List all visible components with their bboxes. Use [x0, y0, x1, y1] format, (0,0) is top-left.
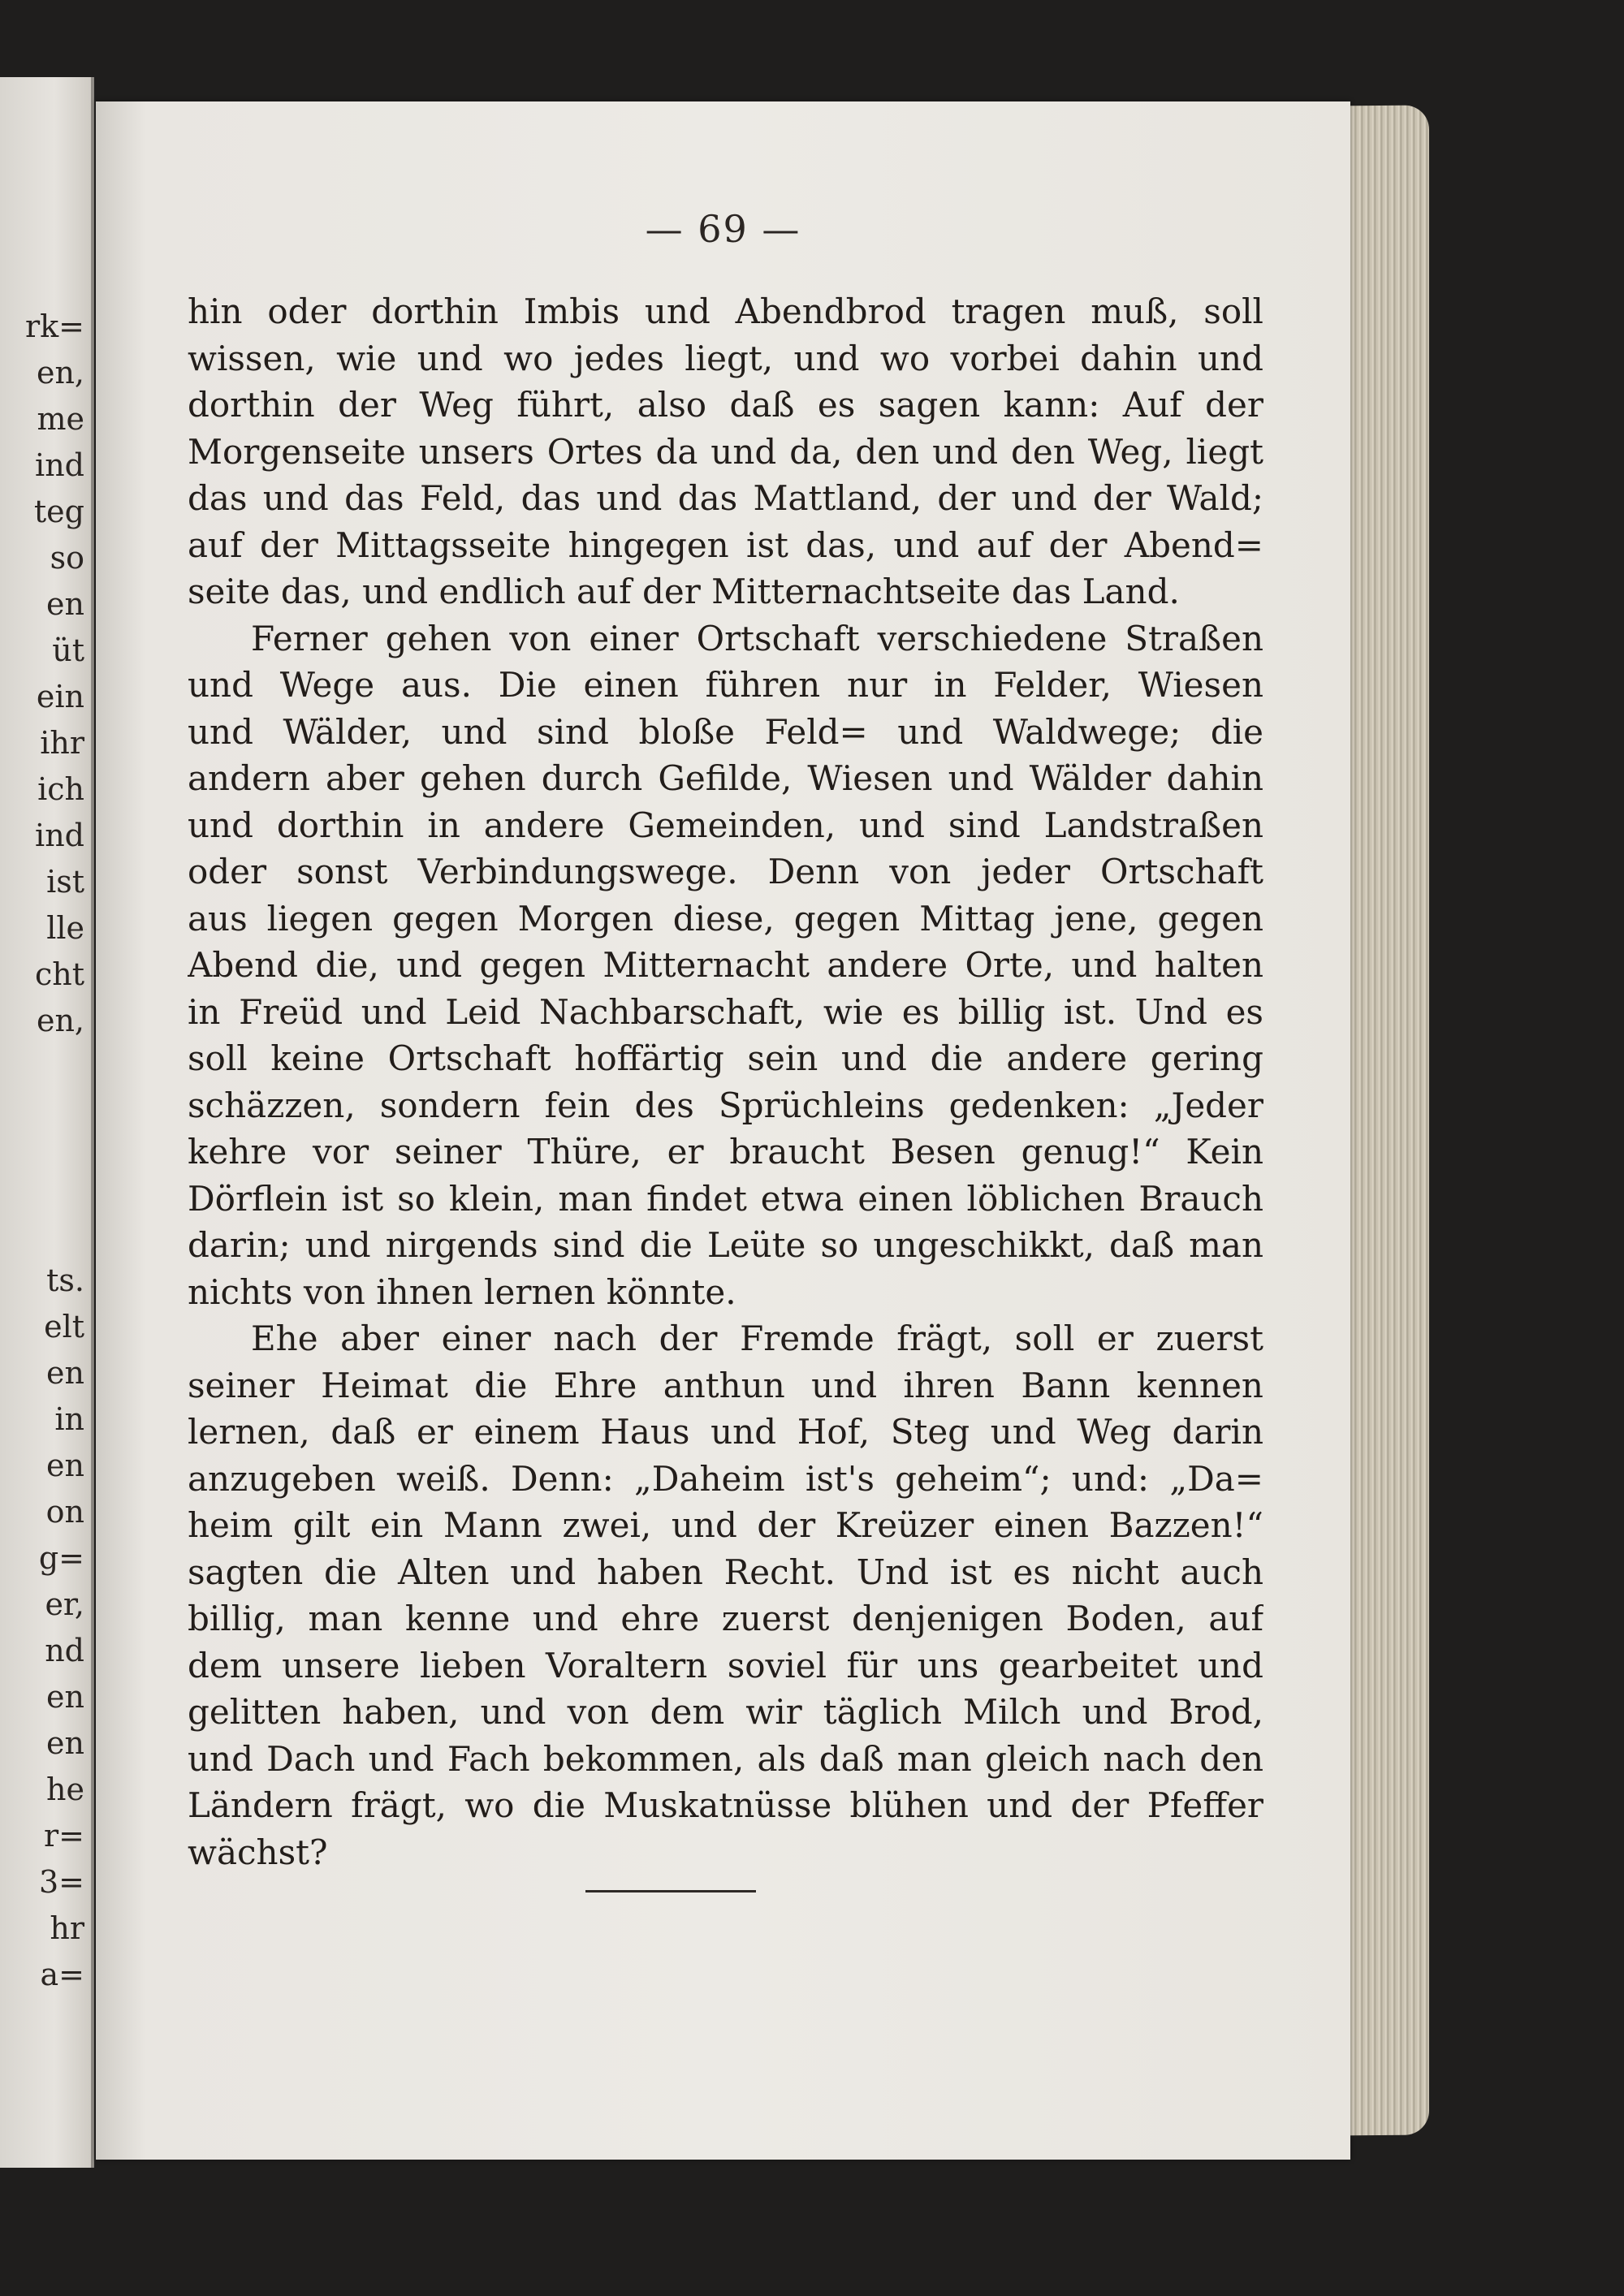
left-page-fragment: en: [46, 1725, 84, 1761]
text-line: und Wälder, und sind bloße Feld= und Waldwege; die: [188, 711, 1263, 752]
text-line: andern aber gehen durch Gefilde, Wiesen und Wälder dahin: [188, 758, 1263, 798]
text-line: nichts von ihnen lernen könnte.: [188, 1271, 736, 1312]
left-page-fragment: ihr: [40, 725, 84, 761]
left-page-fragment: 3=: [38, 1864, 84, 1900]
left-page-fragment: me: [37, 401, 84, 437]
left-page-fragment: üt: [52, 632, 84, 668]
left-page-fragment: nd: [45, 1633, 84, 1668]
left-page-fragment: elt: [44, 1309, 84, 1344]
text-line: heim gilt ein Mann zwei, und der Kreüzer einen Bazzen!“: [188, 1505, 1263, 1545]
left-page-fragment: ich: [37, 771, 84, 807]
text-line: dorthin der Weg führt, also daß es sagen kann: Auf der: [188, 385, 1263, 425]
text-line: Ferner gehen von einer Ortschaft verschiedene Straßen: [251, 618, 1263, 658]
left-page-fragment: ist: [46, 864, 84, 900]
text-line: Ehe aber einer nach der Fremde frägt, soll er zuerst: [251, 1318, 1263, 1358]
left-page-fragment: en: [46, 586, 84, 622]
text-line: wächst?: [188, 1832, 328, 1872]
text-line: auf der Mittagsseite hingegen ist das, und auf der Abend=: [188, 524, 1263, 565]
left-page-fragment: ein: [36, 679, 84, 714]
left-page-fragment: cht: [34, 956, 84, 992]
left-page-fragment: r=: [43, 1818, 84, 1854]
text-line: schäzzen, sondern fein des Sprüchleins gedenken: „Jeder: [188, 1085, 1263, 1125]
text-line: sagten die Alten und haben Recht. Und ist es nicht auch: [188, 1552, 1263, 1592]
text-line: soll keine Ortschaft hoffärtig sein und die andere gering: [188, 1038, 1263, 1078]
text-line: und dorthin in andere Gemeinden, und sind Landstraßen: [188, 805, 1263, 845]
left-page-fragment: teg: [33, 494, 84, 529]
left-page-fragment: ts.: [46, 1262, 84, 1298]
text-line: Dörflein ist so klein, man findet etwa einen löblichen Brauch: [188, 1178, 1263, 1219]
left-page-fragment: in: [54, 1401, 84, 1437]
text-line: anzugeben weiß. Denn: „Daheim ist's geheim“; und: „Da=: [188, 1458, 1263, 1499]
text-line: und Dach und Fach bekommen, als daß man gleich nach den: [188, 1738, 1263, 1779]
page-number: — 69 —: [645, 207, 801, 251]
left-page-fragment: on: [45, 1494, 84, 1530]
left-page-fragment: en: [46, 1679, 84, 1715]
text-line: Ländern frägt, wo die Muskatnüsse blühen und der Pfeffer: [188, 1785, 1263, 1825]
paragraph: [188, 288, 1263, 615]
text-line: aus liegen gegen Morgen diese, gegen Mittag jene, gegen: [188, 898, 1263, 939]
left-page-edge: [0, 77, 94, 2168]
text-line: gelitten haben, und von dem wir täglich Milch und Brod,: [188, 1692, 1263, 1732]
text-line: hin oder dorthin Imbis und Abendbrod tragen muß, soll: [188, 291, 1263, 331]
left-page-fragment: lle: [46, 910, 84, 946]
text-line: darin; und nirgends sind die Leüte so ungeschikkt, daß man: [188, 1225, 1263, 1265]
left-page-fragment: en,: [36, 355, 84, 391]
text-line: lernen, daß er einem Haus und Hof, Steg und Weg darin: [188, 1412, 1263, 1452]
text-line: kehre vor seiner Thüre, er braucht Besen genug!“ Kein: [188, 1132, 1263, 1172]
text-line: oder sonst Verbindungswege. Denn von jeder Ortschaft: [188, 852, 1263, 891]
paragraph: [188, 615, 1263, 1316]
text-line: in Freüd und Leid Nachbarschaft, wie es billig ist. Und es: [188, 991, 1263, 1032]
text-line: das und das Feld, das und das Mattland, der und der Wald;: [188, 478, 1263, 518]
text-line: wissen, wie und wo jedes liegt, und wo vorbei dahin und: [188, 338, 1263, 378]
left-page-fragment: rk=: [24, 309, 84, 344]
text-line: und Wege aus. Die einen führen nur in Felder, Wiesen: [188, 665, 1263, 705]
body-text: [188, 288, 1263, 1875]
paragraph: [188, 1315, 1263, 1875]
text-line: billig, man kenne und ehre zuerst denjenigen Boden, auf: [188, 1599, 1263, 1638]
end-rule: [585, 1890, 756, 1892]
left-page-fragment: er,: [45, 1586, 84, 1622]
left-page-fragment: ind: [35, 447, 84, 483]
text-line: seite das, und endlich auf der Mitternachtseite das Land.: [188, 572, 1180, 611]
text-line: Abend die, und gegen Mitternacht andere Orte, und halten: [188, 945, 1263, 985]
left-page-fragment: en: [46, 1448, 84, 1483]
left-page-fragment: a=: [40, 1957, 84, 1992]
left-page-fragment: g=: [38, 1540, 84, 1576]
left-page-fragment: hr: [50, 1910, 84, 1946]
left-page-fragment: he: [46, 1772, 84, 1807]
left-page-fragment: so: [50, 540, 84, 576]
text-line: dem unsere lieben Voraltern soviel für uns gearbeitet und: [188, 1645, 1263, 1685]
left-page-fragment: en,: [36, 1003, 84, 1038]
book-page: [96, 101, 1350, 2160]
left-page-fragment: ind: [35, 818, 84, 853]
text-line: Morgenseite unsers Ortes da und da, den und den Weg, liegt: [188, 431, 1263, 472]
text-line: seiner Heimat die Ehre anthun und ihren Bann kennen: [188, 1365, 1263, 1405]
left-page-fragment: en: [46, 1355, 84, 1391]
